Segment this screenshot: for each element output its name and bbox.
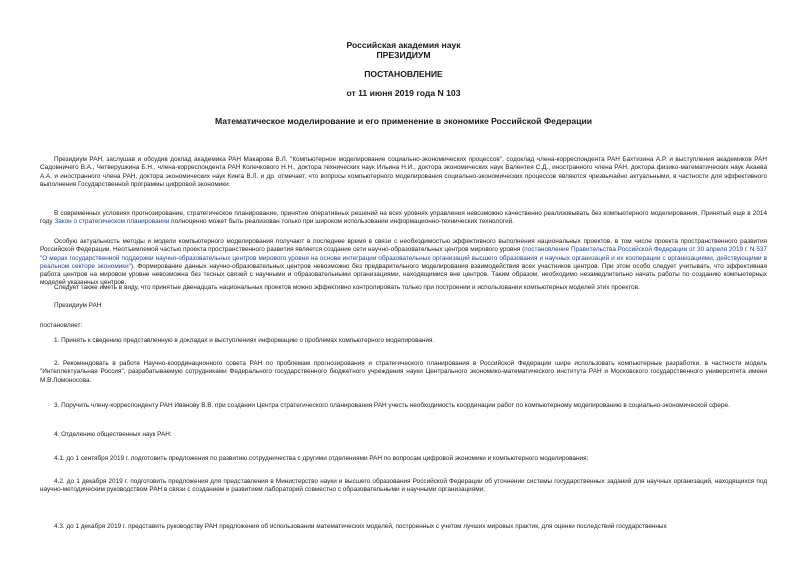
paragraph-intro: Президиум РАН, заслушав и обсудив доклад академика РАН Макарова В.Л. "Компьютерное моделирование социально-экономических процессов", содоклад члена-корреспондента РАН Бахтизина А.Р. и выступления академиков РАН Садовничего В.А., Четверушкина Б.Н., члена-корреспондента РАН Колечкового Н.Н., доктора технических наук Ильина Н.И., доктора экономических наук Валентея С.Д., иностранного члена РАН, доктора физико-математических наук Акаева А.А. и иностранного члена РАН, доктора экономических наук Кинга В.Л. и др. отмечает, что вопросы компьютерного моделирования социально-экономических процессов являются чрезвычайно актуальными, в частности для эффективного выполнения Государственной программы цифровой экономики.	[40, 156, 767, 188]
government-resolution-537-link[interactable]: постановление Правительства Российской Федерации от 30 апреля 2019 г. N 537 "О мерах государственной поддержки научно-образовательных центров мирового уровня на основе интеграции образовательных организаций высшего образования и научных организаций и их кооперации с организациями, действующими в реальном секторе экономики"	[40, 246, 767, 270]
org-name: Российская академия наук	[346, 40, 461, 50]
document-date-number: от 11 июня 2019 года N 103	[346, 88, 461, 98]
item-4-3: 4.3. до 1 декабря 2019 г. представить руководству РАН предложения об использовании математических моделей, построенных с учетом лучших мировых практик, для оценки последствий государственных	[54, 523, 667, 530]
item-4-1: 4.1. до 1 сентября 2019 г. подготовить предложения по развитию сотрудничества с другими отделениями РАН по вопросам цифровой экономики и компьютерного моделирования;	[54, 455, 589, 462]
paragraph-national-projects-text-b: ). Формирование данных научно-образовательных центров невозможно без предварительного моделирования взаимодействия всех участников центров. При этом особо следует учитывать, что эффективная работа центров на мировом уровне невозможна без тесных связей с научными и образовательными организациями, находящимися вне центров. Таким образом, необходимо незамедлительно начать работы по созданию компьютерных моделей указанных центров.	[40, 262, 768, 287]
paragraph-national-projects-text-a: Особую актуальность методы и модели компьютерного моделирования получают в последнее время в связи с необходимостью эффективного выполнения национальных проектов, в том числе проекта пространственного развития Российской Федерации. Неотъемлемой частью проекта пространственного развития является создание сети научно-образовательных центров мирового уровня (	[40, 238, 767, 254]
paragraph-presidium: Президиум РАН	[54, 302, 102, 309]
presidium-label: ПРЕЗИДИУМ	[376, 50, 431, 60]
item-2: 2. Рекомендовать в работе Научно-координационного совета РАН по проблемам прогнозирования и стратегического планирования в Российской Федерации шире использовать компьютерные разработки, в частности модель "Интеллектуальная Россия", разрабатываемую сотрудниками Федерального государственного бюджетного учреждения науки Центрального экономико-математического института РАН и Московского государственного университета имени М.В.Ломоносова.	[40, 360, 767, 384]
item-4: 4. Отделению общественных наук РАН:	[54, 431, 172, 438]
paragraph-planning	[40, 210, 767, 227]
paragraph-national-projects	[40, 238, 767, 288]
paragraph-control: Следует также иметь в виду, что принятые двенадцать национальных проектов можно эффективно контролировать только при построении и использовании компьютерных моделей этих проектов.	[54, 284, 640, 291]
paragraph-resolves: постановляет:	[40, 322, 83, 329]
strategic-planning-law-link[interactable]: Закон о стратегическом планировании	[54, 218, 170, 226]
paragraph-planning-text-b: полноценно может быть реализован только при широком использовании информационно-технических технологий.	[169, 218, 515, 226]
document-title: Математическое моделирование и его применение в экономике Российской Федерации	[214, 116, 593, 126]
item-3: 3. Поручить члену-корреспонденту РАН Иванову В.В. при создании Центра стратегического планирования РАН учесть необходимость координации работ по компьютерному моделированию в социально-экономической сфере.	[54, 402, 730, 409]
document-type: ПОСТАНОВЛЕНИЕ	[364, 69, 443, 79]
item-1: 1. Принять к сведению представленную в докладах и выступлениях информацию о проблемах компьютерного моделирования.	[54, 337, 435, 344]
paragraph-planning-text-a: В современных условиях прогнозирование, стратегическое планирование, принятие оперативных решений на всех уровнях управления невозможно качественно реализовывать без компьютерного моделирования. Принятый еще в 2014 году	[40, 210, 767, 226]
item-4-2: 4.2. до 1 декабря 2019 г. подготовить предложения для представления в Министерство науки и высшего образования Российской Федерации об уточнении системы государственных заданий для научных организаций, находящихся под научно-методическим руководством РАН в связи с созданием и развитием лабораторий совместно с образовательными и научными организациями;	[40, 478, 767, 494]
